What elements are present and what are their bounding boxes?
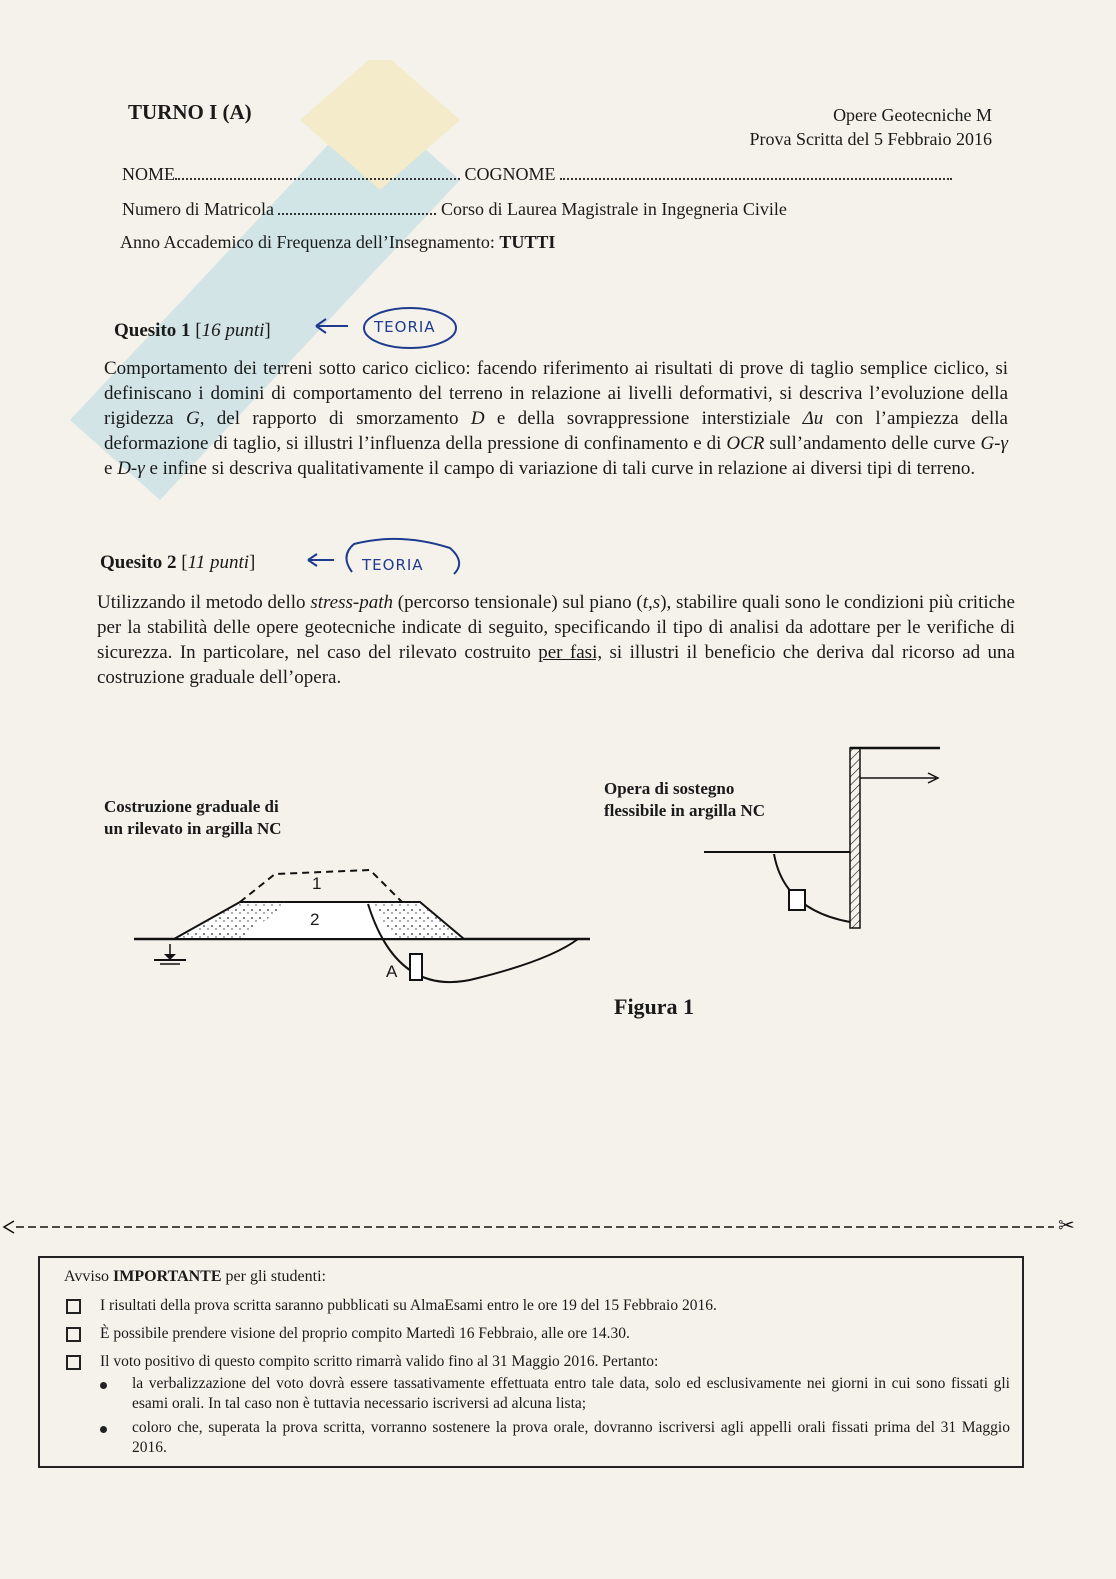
quesito2-label: Quesito 2	[100, 552, 177, 573]
matricola-field[interactable]	[278, 213, 436, 215]
checkbox-icon	[66, 1327, 81, 1342]
checkbox-icon	[66, 1299, 81, 1314]
nome-field[interactable]	[175, 178, 460, 180]
corso-label: Corso di Laurea Magistrale in Ingegneria Civile	[440, 199, 787, 219]
figure-title: Figura 1	[614, 994, 695, 1019]
exam-header	[750, 103, 992, 151]
checkbox-icon	[66, 1355, 81, 1370]
cognome-label: COGNOME	[464, 164, 556, 184]
turno-label: TURNO I (A)	[128, 100, 252, 124]
figure-caption-retaining-wall: Opera di sostegno flessibile in argilla NC	[604, 779, 766, 820]
anno-label: Anno Accademico di Frequenza dell’Insegnamento:	[120, 232, 495, 252]
nome-label: NOME	[122, 164, 175, 184]
notice-title: Avviso IMPORTANTE per gli studenti:	[64, 1268, 326, 1285]
notice-subitem-2: coloro che, superata la prova scritta, vorranno sostenere la prova orale, dovranno iscriversi agli appelli orali fissati prima del 31 Maggio 2016.	[132, 1419, 1010, 1456]
quesito1-points: 16 punti	[201, 320, 265, 341]
quesito1-annotation: TEORIA	[374, 318, 436, 336]
bullet-icon	[100, 1426, 107, 1433]
quesito2-text: Utilizzando il metodo dello stress-path (percorso tensionale) sul piano (t,s), stabilire quali sono le condizioni più critiche per la stabilità delle opere geotecniche indicate di seguito, specificando il tipo di analisi da adottare per le verifiche di sicurezza. In particolare, nel caso del rilevato costruito per fasi, si illustri il beneficio che deriva dal ricorso ad una costruzione graduale dell’opera.	[97, 592, 1015, 688]
quesito2-points: 11 punti	[187, 552, 250, 573]
matricola-row	[122, 199, 787, 220]
quesito1-label: Quesito 1	[114, 320, 191, 341]
nome-row	[122, 164, 952, 185]
quesito2-annotation: TEORIA	[362, 556, 424, 574]
bullet-icon	[100, 1382, 107, 1389]
course-name: Opere Geotecniche M	[833, 105, 992, 125]
notice-box	[38, 1256, 1024, 1468]
notice-item-3: Il voto positivo di questo compito scritto rimarrà valido fino al 31 Maggio 2016. Pertanto:	[100, 1353, 659, 1370]
scissors-icon: ✂	[1058, 1213, 1075, 1237]
anno-row	[120, 232, 555, 253]
quesito1-title: Quesito 1 [16 punti]	[114, 320, 271, 341]
embankment-diagram	[130, 860, 600, 1000]
layer-1-label: 1	[312, 874, 322, 893]
quesito2-title: Quesito 2 [11 punti]	[100, 552, 256, 573]
cut-line	[0, 1215, 1116, 1239]
notice-item-2: È possibile prendere visione del proprio compito Martedì 16 Febbraio, alle ore 14.30.	[100, 1325, 630, 1342]
notice-subitem-1: la verbalizzazione del voto dovrà essere tassativamente effettuata entro tale data, solo ed esclusivamente nei giorni in cui sono fissati gli esami orali. In tal caso non è tuttavia necessario iscriversi ad alcuna lista;	[132, 1375, 1010, 1412]
matricola-label: Numero di Matricola	[122, 199, 274, 219]
quesito1-text: Comportamento dei terreni sotto carico ciclico: facendo riferimento ai risultati di prove di taglio semplice ciclico, si definiscano i domini di comportamento del terreno in relazione ai livelli deformativi, si descriva l’evoluzione della rigidezza G, del rapporto di smorzamento D e della sovrappressione interstiziale Δu con l’ampiezza della deformazione di taglio, si illustri l’influenza della pressione di confinamento e di OCR sull’andamento delle curve G-γ e D-γ e infine si descriva qualitativamente il campo di variazione di tali curve in relazione ai diversi tipi di terreno.	[104, 358, 1008, 479]
point-a-label: A	[386, 962, 398, 981]
anno-value: TUTTI	[499, 232, 556, 252]
notice-item-1: I risultati della prova scritta saranno pubblicati su AlmaEsami entro le ore 19 del 15 Febbraio 2016.	[100, 1297, 717, 1314]
figure-caption-embankment: Costruzione graduale di un rilevato in argilla NC	[104, 797, 282, 838]
cognome-field[interactable]	[560, 178, 952, 180]
exam-date: Prova Scritta del 5 Febbraio 2016	[749, 129, 992, 149]
retaining-wall-diagram	[700, 740, 950, 940]
layer-2-label: 2	[310, 910, 320, 929]
